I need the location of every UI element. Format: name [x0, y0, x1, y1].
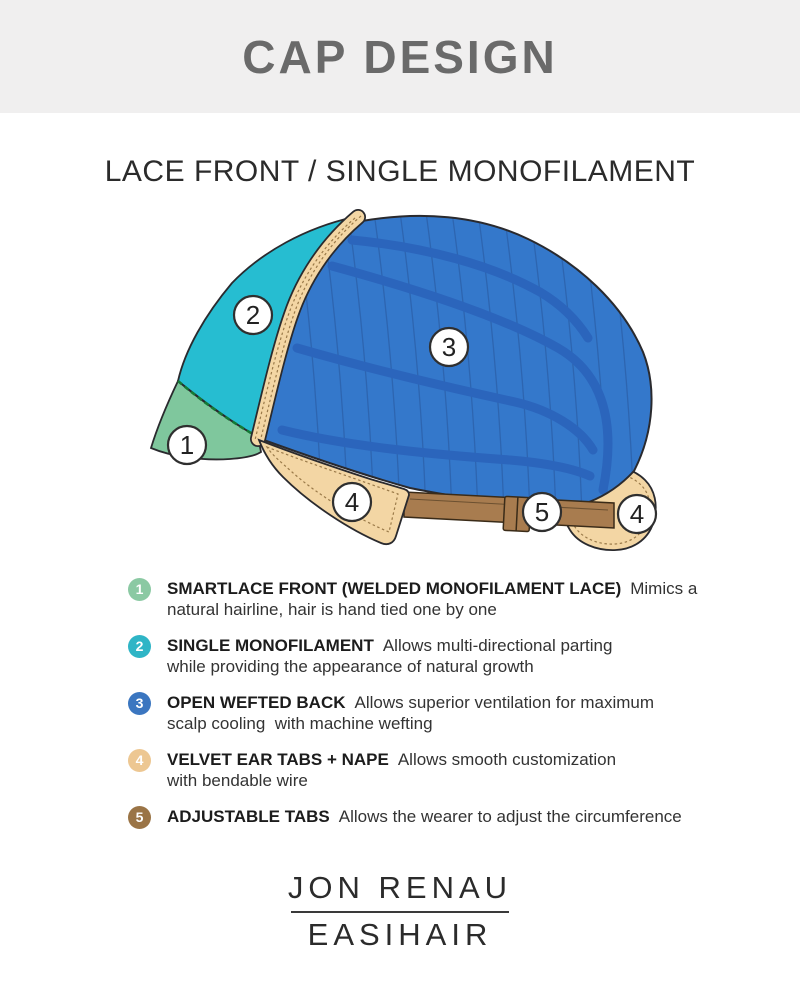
legend-item-velvet-ear-tabs: [128, 749, 688, 791]
diagram-label-4-nape: [618, 495, 656, 533]
legend-desc: Allows smooth customization: [397, 750, 617, 769]
svg-text:4: 4: [629, 499, 645, 529]
svg-text:1: 1: [179, 430, 195, 460]
legend-desc: Allows multi-directional parting: [382, 636, 613, 655]
svg-text:5: 5: [534, 497, 550, 527]
legend-term: SINGLE MONOFILAMENT: [167, 636, 374, 655]
svg-text:2: 2: [135, 638, 144, 654]
legend-bullet-1: [128, 578, 151, 601]
page-title: CAP DESIGN: [242, 30, 558, 83]
legend-desc: Allows superior ventilation for maximum: [354, 693, 654, 712]
svg-text:3: 3: [135, 695, 144, 711]
legend-item-adjustable-tabs: [128, 806, 688, 829]
brand-name: JON RENAU: [287, 870, 513, 905]
legend-term: SMARTLACE FRONT (WELDED MONOFILAMENT LACE): [167, 579, 622, 598]
legend-term: VELVET EAR TABS + NAPE: [167, 750, 389, 769]
brand-divider: [291, 911, 509, 913]
legend-bullet-2: [128, 635, 151, 658]
svg-text:5: 5: [135, 809, 144, 825]
legend-desc-line2: while providing the appearance of natural growth: [167, 657, 534, 676]
diagram-label-5: [523, 493, 561, 531]
legend-item-single-monofilament: [128, 635, 688, 677]
diagram-label-4-ear: [333, 483, 371, 521]
header-band: [0, 0, 800, 113]
brand-footer: [0, 870, 800, 953]
legend-term: ADJUSTABLE TABS: [167, 807, 330, 826]
svg-text:2: 2: [245, 300, 261, 330]
legend: [128, 578, 698, 844]
legend-bullet-3: [128, 692, 151, 715]
legend-desc-line2: natural hairline, hair is hand tied one by one: [167, 600, 497, 619]
sub-brand-name: EASIHAIR: [307, 917, 493, 952]
diagram-label-2: [234, 296, 272, 334]
legend-term: OPEN WEFTED BACK: [167, 693, 346, 712]
svg-text:4: 4: [135, 752, 144, 768]
diagram-label-1: [168, 426, 206, 464]
svg-text:4: 4: [344, 487, 360, 517]
legend-bullet-4: [128, 749, 151, 772]
legend-desc: Mimics a: [630, 579, 698, 598]
diagram-label-3: [430, 328, 468, 366]
legend-item-open-wefted-back: [128, 692, 688, 734]
svg-text:1: 1: [135, 581, 144, 597]
legend-item-smartlace-front: [128, 578, 698, 620]
cap-diagram: [0, 190, 800, 565]
legend-desc-line2: scalp cooling with machine wefting: [167, 714, 433, 733]
legend-desc: Allows the wearer to adjust the circumference: [338, 807, 682, 826]
legend-desc-line2: with bendable wire: [167, 771, 308, 790]
diagram-subtitle: LACE FRONT / SINGLE MONOFILAMENT: [104, 155, 696, 188]
legend-bullet-5: [128, 806, 151, 829]
svg-text:3: 3: [441, 332, 457, 362]
